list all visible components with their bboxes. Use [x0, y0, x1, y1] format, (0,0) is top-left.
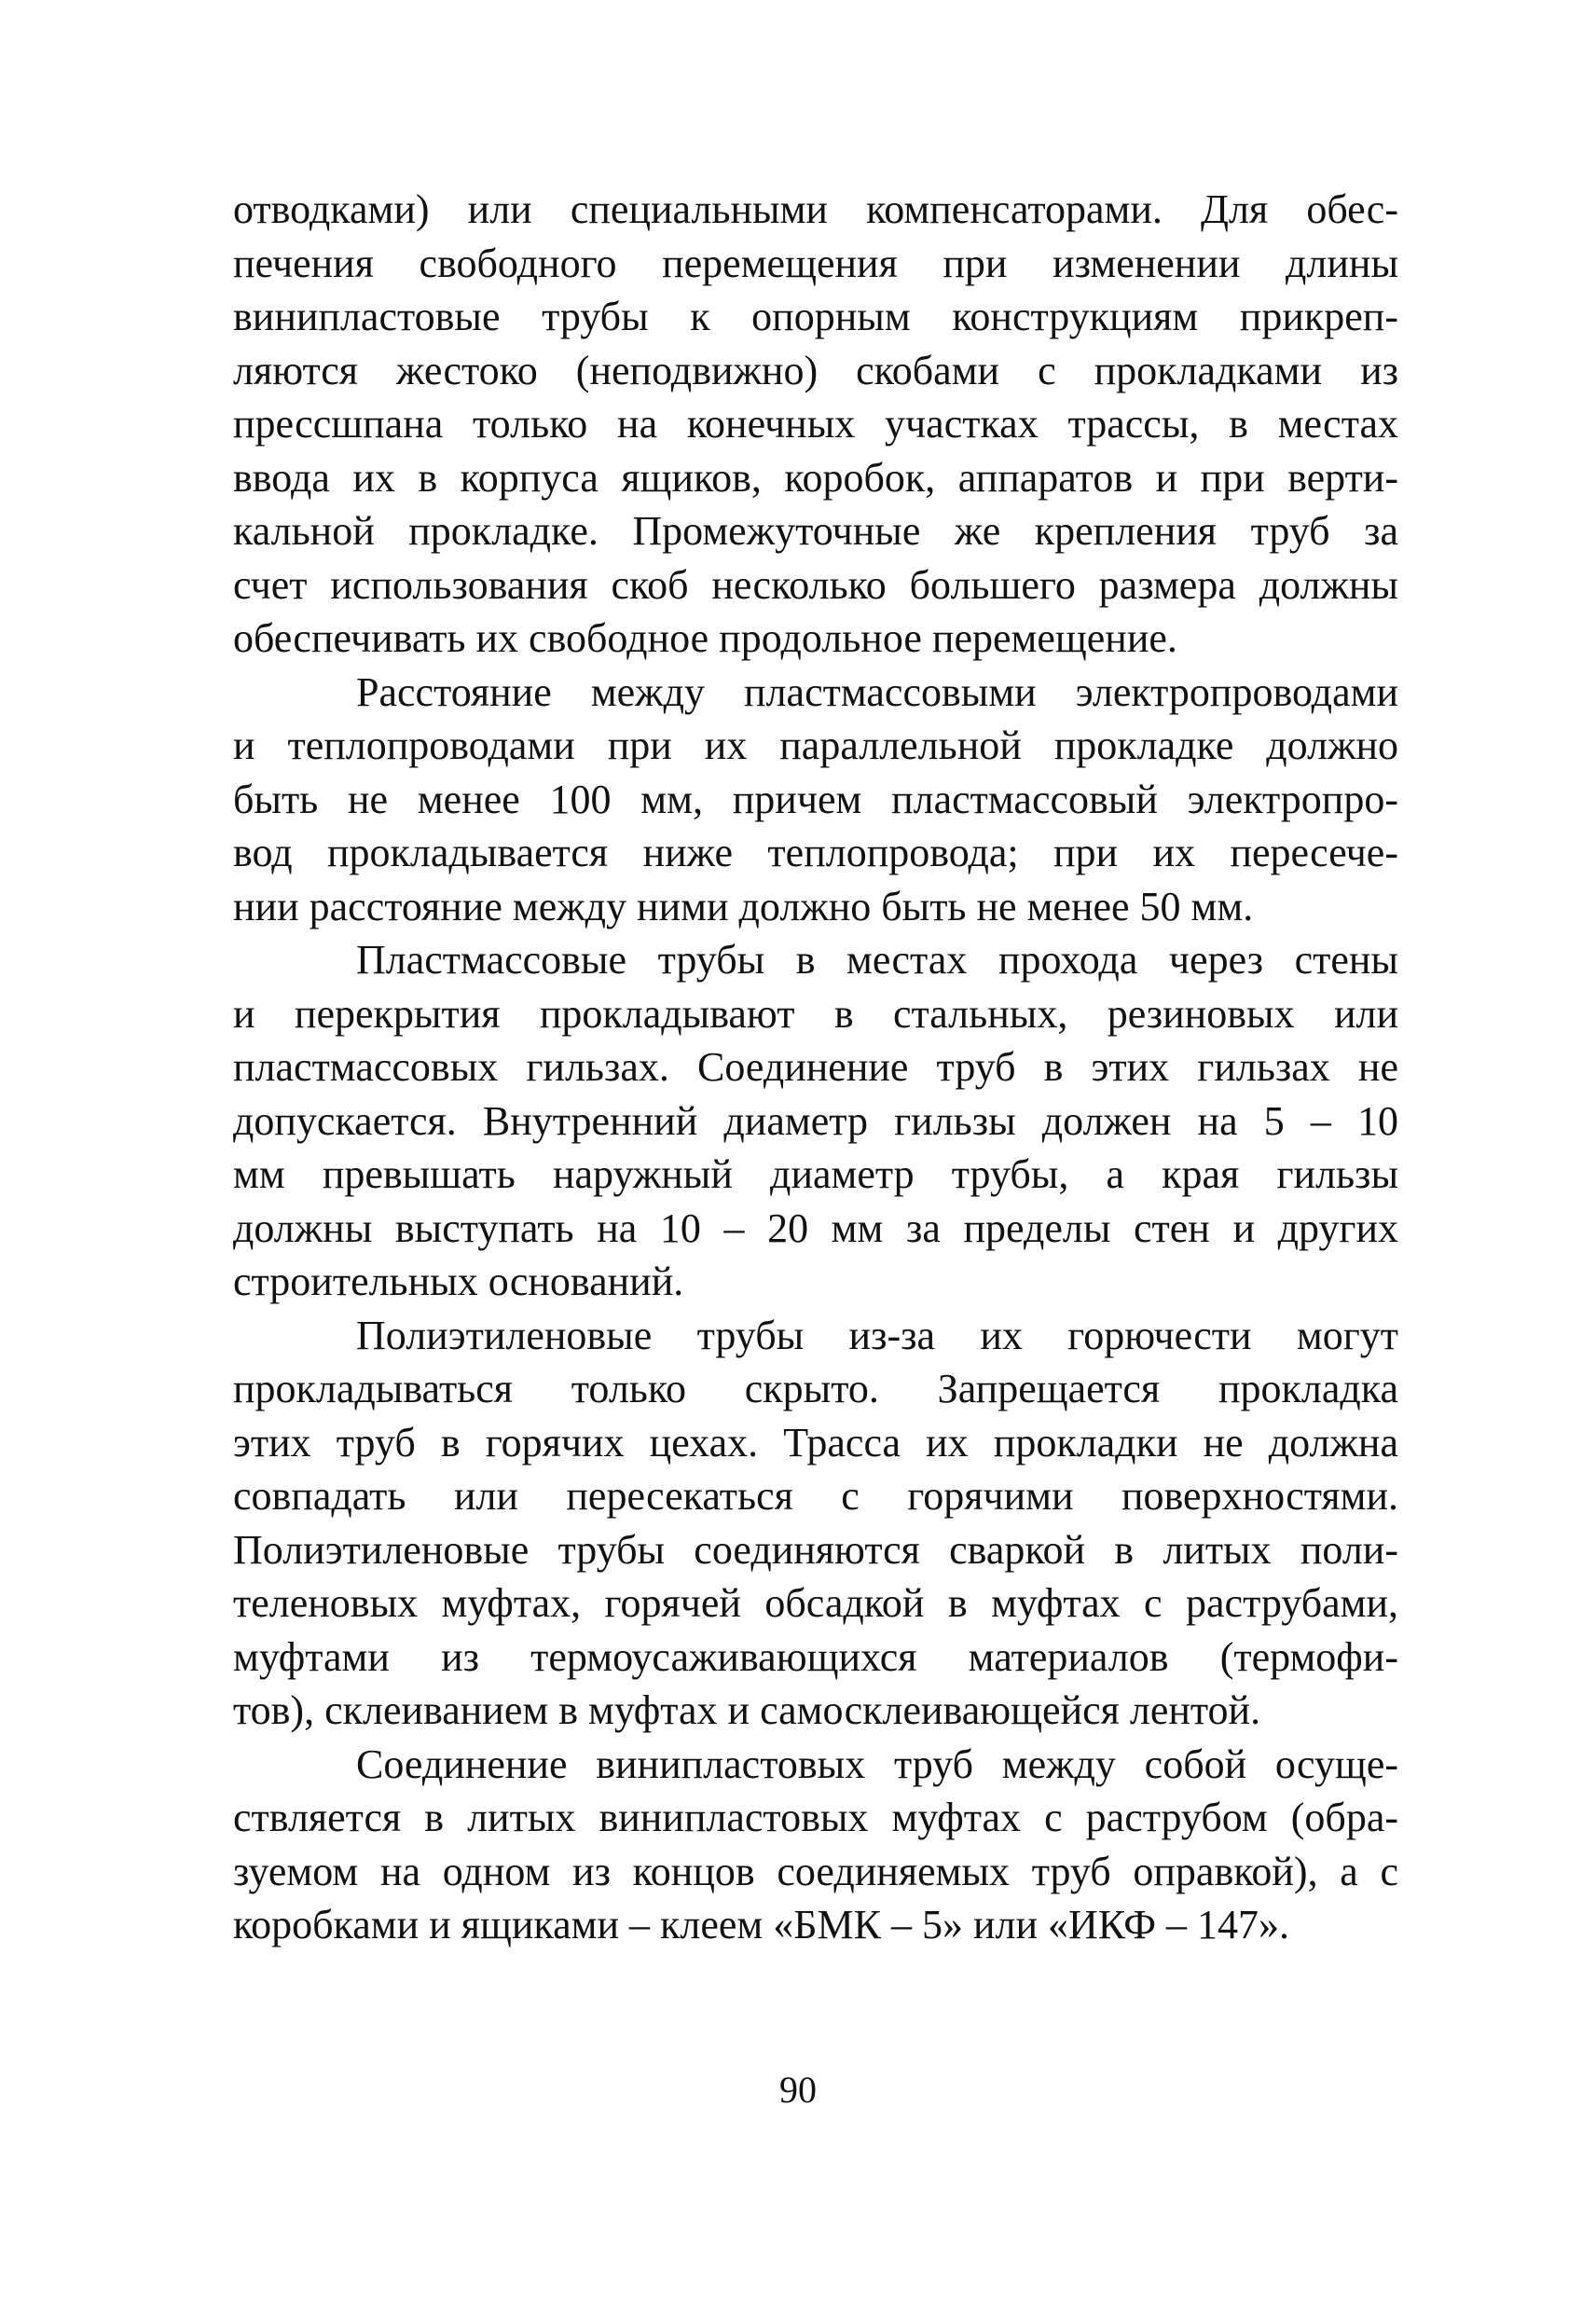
text-line: допускается. Внутренний диаметр гильзы должен на 5 – 10 [233, 1097, 1398, 1144]
paragraph-2 [233, 666, 1398, 934]
text-line: тов), склеиванием в муфтах и самосклеивающейся лентой. [233, 1687, 1261, 1733]
text-line: теленовых муфтах, горячей обсадкой в муфтах с раструбами, [233, 1580, 1398, 1626]
text-line: счет использования скоб несколько большего размера должны [233, 561, 1398, 608]
text-line: ствляется в литых винипластовых муфтах с раструбом (обра- [233, 1795, 1398, 1840]
text-line: печения свободного перемещения при изменении длины [233, 240, 1398, 286]
text-line: должны выступать на 10 – 20 мм за пределы стен и других [233, 1204, 1398, 1251]
text-line: быть не менее 100 мм, причем пластмассовый электропро- [233, 776, 1398, 822]
text-line: строительных оснований. [233, 1259, 684, 1304]
text-line: и перекрытия прокладывают в стальных, резиновых или [233, 990, 1398, 1037]
text-line: Полиэтиленовые трубы из-за их горючести могут [356, 1312, 1398, 1358]
text-line: Полиэтиленовые трубы соединяются сваркой в литых поли- [233, 1526, 1398, 1573]
paragraph-3 [233, 933, 1398, 1309]
text-line: отводками) или специальными компенсаторами. Для обес- [233, 186, 1398, 232]
paragraph-4 [233, 1309, 1398, 1738]
text-line: этих труб в горячих цехах. Трасса их прокладки не должна [233, 1419, 1398, 1466]
text-line: Соединение винипластовых труб между собой осуще- [356, 1741, 1398, 1787]
text-line: ввода их в корпуса ящиков, коробок, аппаратов и при верти- [233, 454, 1398, 501]
text-line: Расстояние между пластмассовыми электропроводами [356, 668, 1398, 715]
paragraph-1 [233, 183, 1398, 666]
text-line: винипластовые трубы к опорным конструкциям прикреп- [233, 294, 1398, 339]
text-line: нии расстояние между ними должно быть не менее 50 мм. [233, 883, 1254, 929]
text-line: вод прокладывается ниже теплопровода; при их пересече- [233, 830, 1398, 875]
body-text [233, 183, 1398, 1952]
text-line: ляются жестоко (неподвижно) скобами с прокладками из [233, 347, 1398, 393]
text-line: зуемом на одном из концов соединяемых труб оправкой), а с [233, 1848, 1398, 1894]
text-line: прессшпана только на конечных участках трассы, в местах [233, 401, 1398, 447]
text-line: мм превышать наружный диаметр трубы, а края гильзы [233, 1151, 1398, 1197]
text-line: Пластмассовые трубы в местах прохода через стены [356, 937, 1398, 983]
text-line: обеспечивать их свободное продольное перемещение. [233, 615, 1177, 661]
text-line: пластмассовых гильзах. Соединение труб в этих гильзах не [233, 1044, 1398, 1090]
text-line: совпадать или пересекаться с горячими поверхностями. [233, 1473, 1398, 1519]
text-line: прокладываться только скрыто. Запрещается прокладка [233, 1366, 1398, 1411]
page-number: 90 [779, 2069, 817, 2111]
paragraph-5 [233, 1738, 1398, 1952]
text-line: кальной прокладке. Промежуточные же крепления труб за [233, 508, 1398, 554]
text-line: и теплопроводами при их параллельной прокладке должно [233, 722, 1398, 768]
text-line: коробками и ящиками – клеем «БМК – 5» или «ИКФ – 147». [233, 1902, 1289, 1947]
text-line: муфтами из термоусаживающихся материалов (термофи- [233, 1633, 1398, 1680]
